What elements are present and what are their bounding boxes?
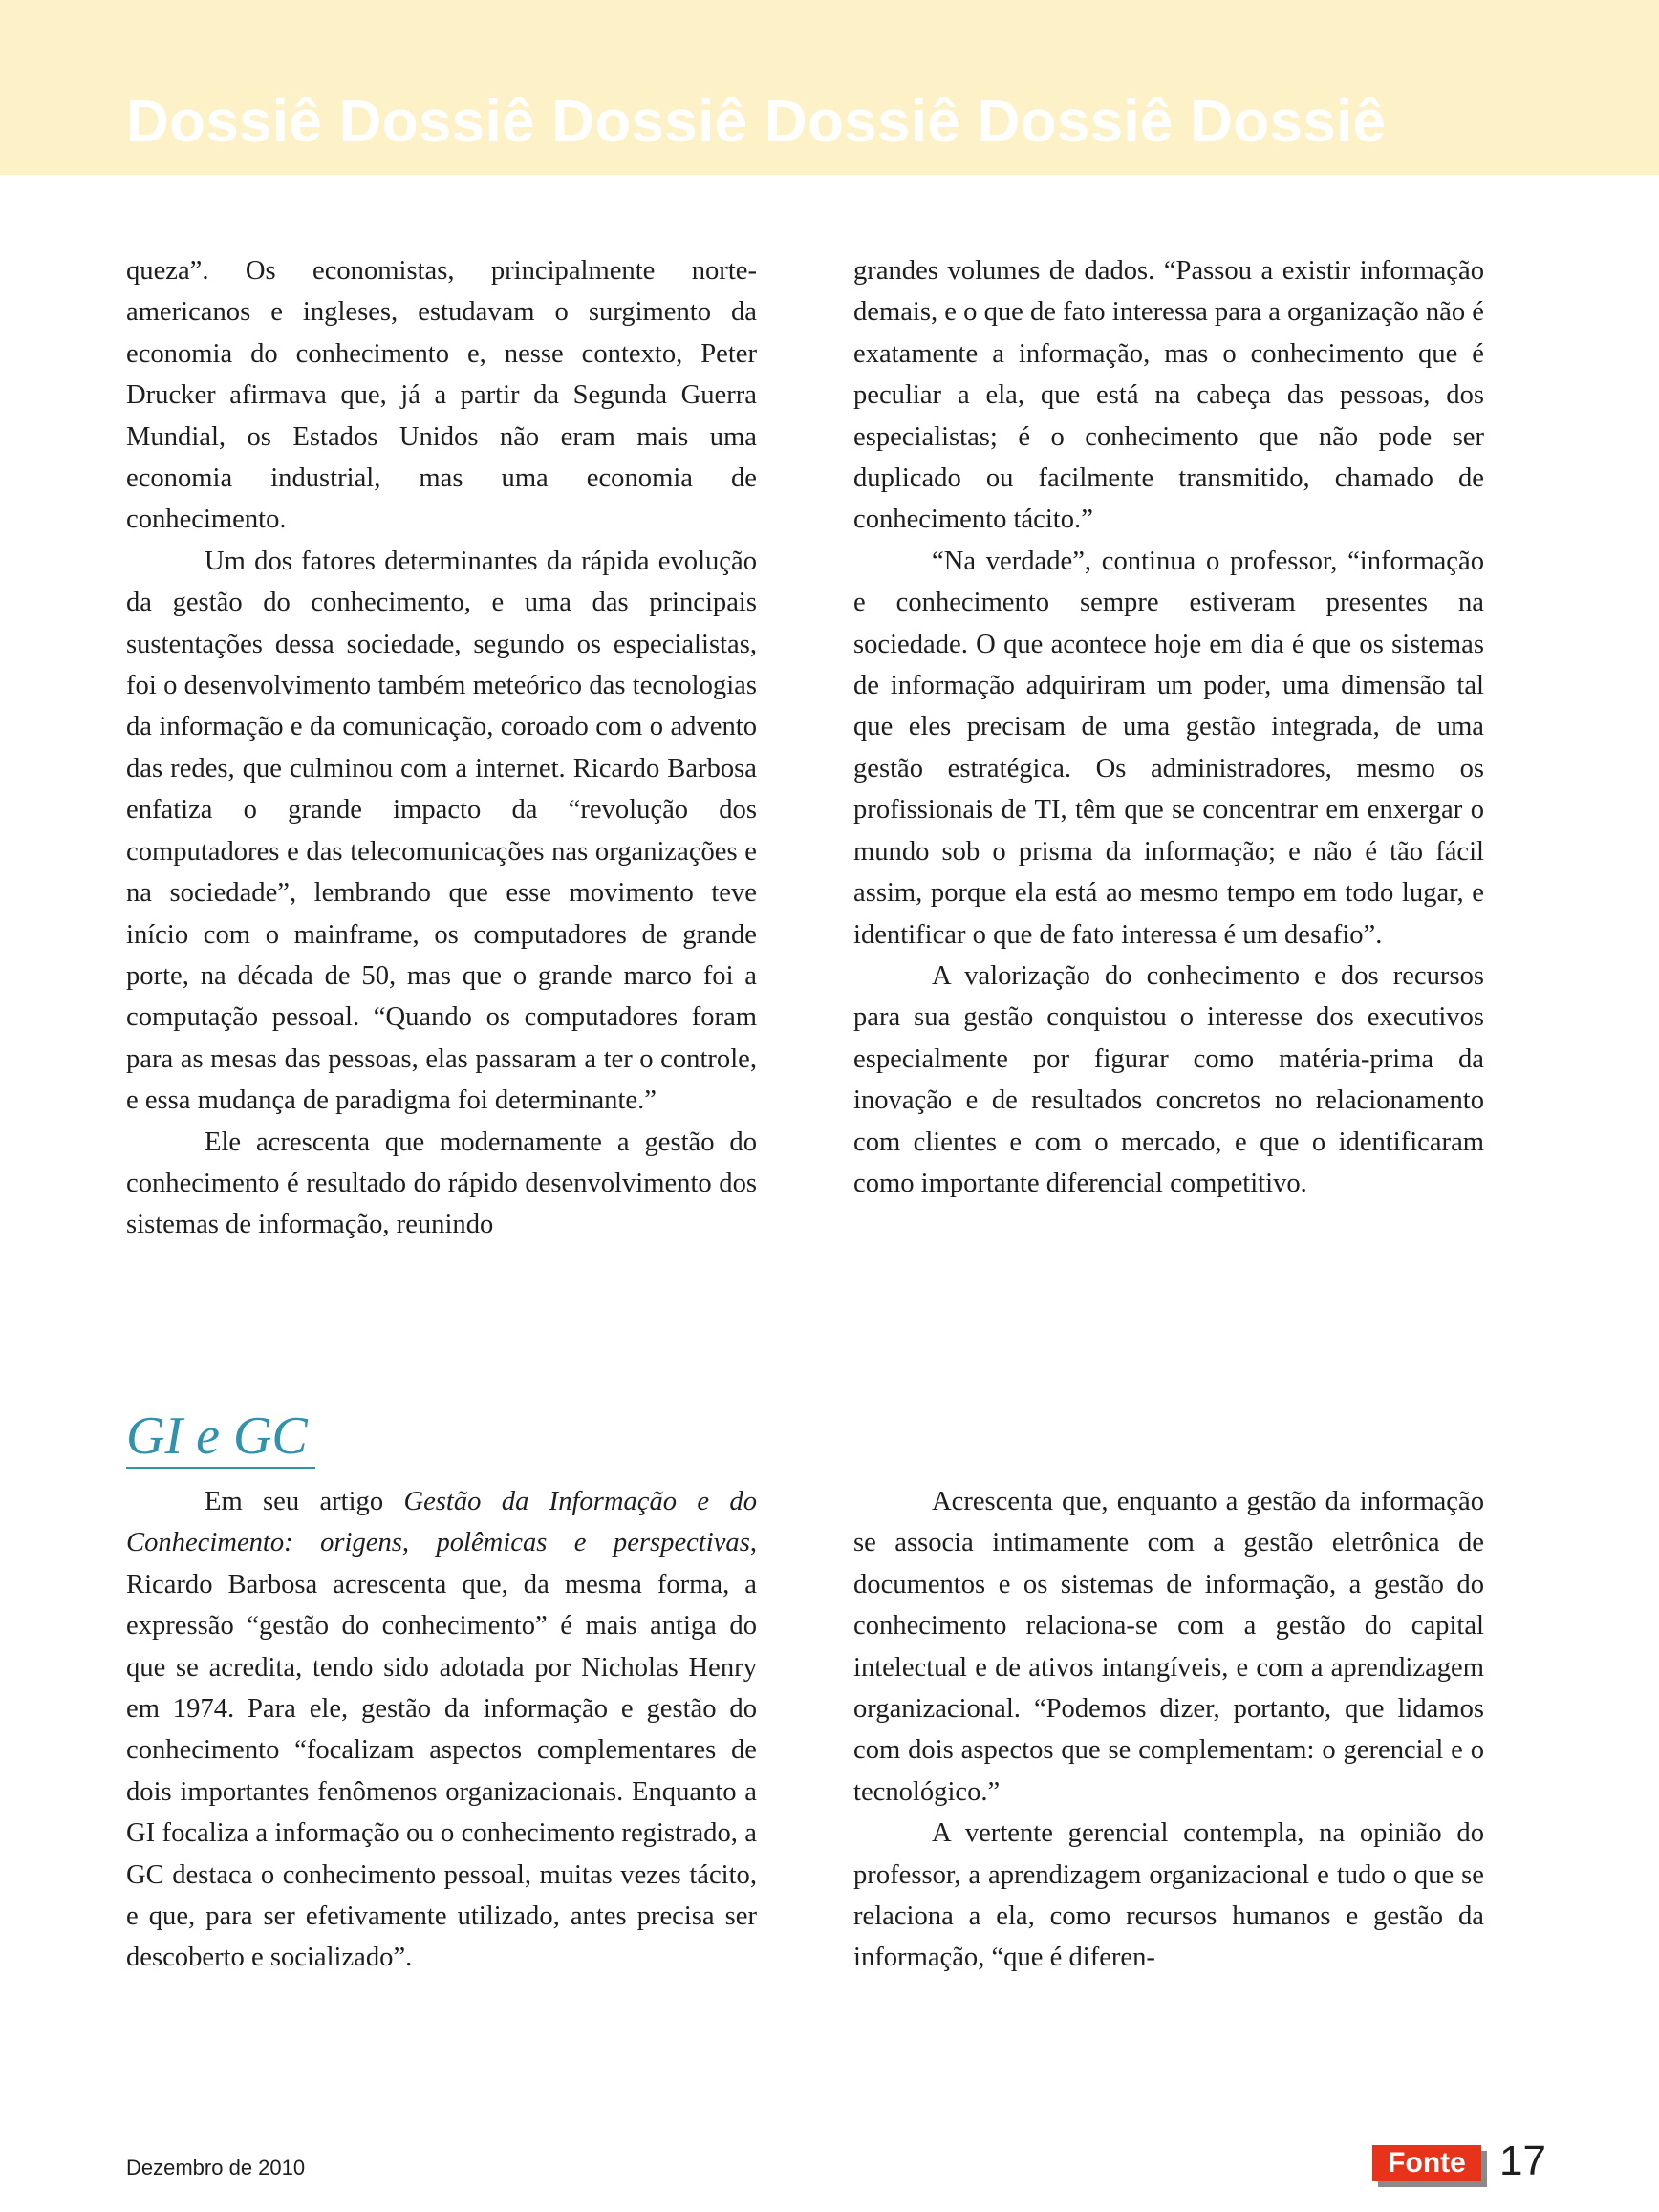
paragraph: grandes volumes de dados. “Passou a existir informação demais, e o que de fato interessa para a organização não é exatamente a informação, mas o conhecimento que é peculiar a ela, que está na cabeça das pessoas, dos especialistas; é o conhecimento que não pode ser duplicado ou facilmente transmitido, chamado de conhecimento tácito.” — [853, 256, 1484, 535]
paragraph: A vertente gerencial contempla, na opinião do professor, a aprendizagem organizacional e tudo o que se relaciona a ela, como recursos humanos e gestão da informação, “que é diferen- — [853, 1818, 1484, 1973]
paragraph-rest: , Ricardo Barbosa acrescenta que, da mesma forma, a expressão “gestão do conhecimento” é mais antiga do que se acredita, tendo sido adotada por Nicholas Henry em 1974. Para ele, gestão da informação e gestão do conhecimento “focalizam aspectos complementares de dois importantes fenômenos organizacionais. Enquanto a GI focaliza a informação ou o conhecimento registrado, a GC destaca o conhecimento pessoal, muitas vezes tácito, e que, para ser efetivamente utilizado, antes precisa ser descoberto e socializado”. — [126, 1528, 757, 1973]
paragraph: queza”. Os economistas, principalmente norte-americanos e ingleses, estudavam o surgimento da economia do conhecimento e, nesse contexto, Peter Drucker afirmava que, já a partir da Segunda Guerra Mundial, os Estados Unidos não eram mais uma economia industrial, mas uma economia de conhecimento. — [126, 256, 757, 535]
article-title: Gestão da Informação e do Conhecimento: origens, polêmicas e perspectivas — [126, 1487, 757, 1558]
top-right-column — [853, 250, 1484, 1204]
bottom-right-column — [853, 1481, 1484, 1979]
paragraph — [126, 1481, 757, 1979]
page-number: 17 — [1499, 2137, 1546, 2184]
footer-date: Dezembro de 2010 — [126, 2156, 306, 2180]
paragraph: Acrescenta que, enquanto a gestão da informação se associa intimamente com a gestão eletrônica de documentos e os sistemas de informação, a gestão do conhecimento relaciona-se com a gestão do capital intelectual e de ativos intangíveis, e com a aprendizagem organizacional. “Podemos dizer, portanto, que lidamos com dois aspectos que se complementam: o gerencial e o tecnológico.” — [853, 1487, 1484, 1807]
banner-text: Dossiê Dossiê Dossiê Dossiê Dossiê Dossiê — [126, 89, 1387, 155]
paragraph: A valorização do conhecimento e dos recursos para sua gestão conquistou o interesse dos executivos especialmente por figurar como matéria-prima da inovação e de resultados concretos no relacionamento com clientes e com o mercado, e que o identificaram como importante diferencial competitivo. — [853, 960, 1484, 1198]
paragraph: Um dos fatores determinantes da rápida evolução da gestão do conhecimento, e uma das principais sustentações dessa sociedade, segundo os especialistas, foi o desenvolvimento também meteórico das tecnologias da informação e da comunicação, coroado com o advento das redes, que culminou com a internet. Ricardo Barbosa enfatiza o grande impacto da “revolução dos computadores e das telecomunicações nas organizações e na sociedade”, lembrando que esse movimento teve início com o mainframe, os computadores de grande porte, na década de 50, mas que o grande marco foi a computação pessoal. “Quando os computadores foram para as mesas das pessoas, elas passaram a ter o controle, e essa mudança de paradigma foi determinante.” — [126, 546, 757, 1116]
top-left-column — [126, 250, 757, 1246]
heading-underline — [126, 1467, 315, 1469]
fonte-logo: Fonte — [1372, 2145, 1481, 2181]
bottom-left-column — [126, 1481, 757, 1979]
dossie-banner — [0, 0, 1659, 175]
paragraph: Ele acrescenta que modernamente a gestão do conhecimento é resultado do rápido desenvolvimento dos sistemas de informação, reunindo — [126, 1127, 757, 1240]
section-heading: GI e GC — [126, 1407, 308, 1466]
paragraph-lead: Em seu artigo — [205, 1487, 404, 1516]
paragraph: “Na verdade”, continua o professor, “informação e conhecimento sempre estiveram presentes na sociedade. O que acontece hoje em dia é que os sistemas de informação adquiriram um poder, uma dimensão tal que eles precisam de uma gestão integrada, de uma gestão estratégica. Os administradores, mesmo os profissionais de TI, têm que se concentrar em enxergar o mundo sob o prisma da informação; e não é tão fácil assim, porque ela está ao mesmo tempo em todo lugar, e identificar o que de fato interessa é um desafio”. — [853, 546, 1484, 950]
